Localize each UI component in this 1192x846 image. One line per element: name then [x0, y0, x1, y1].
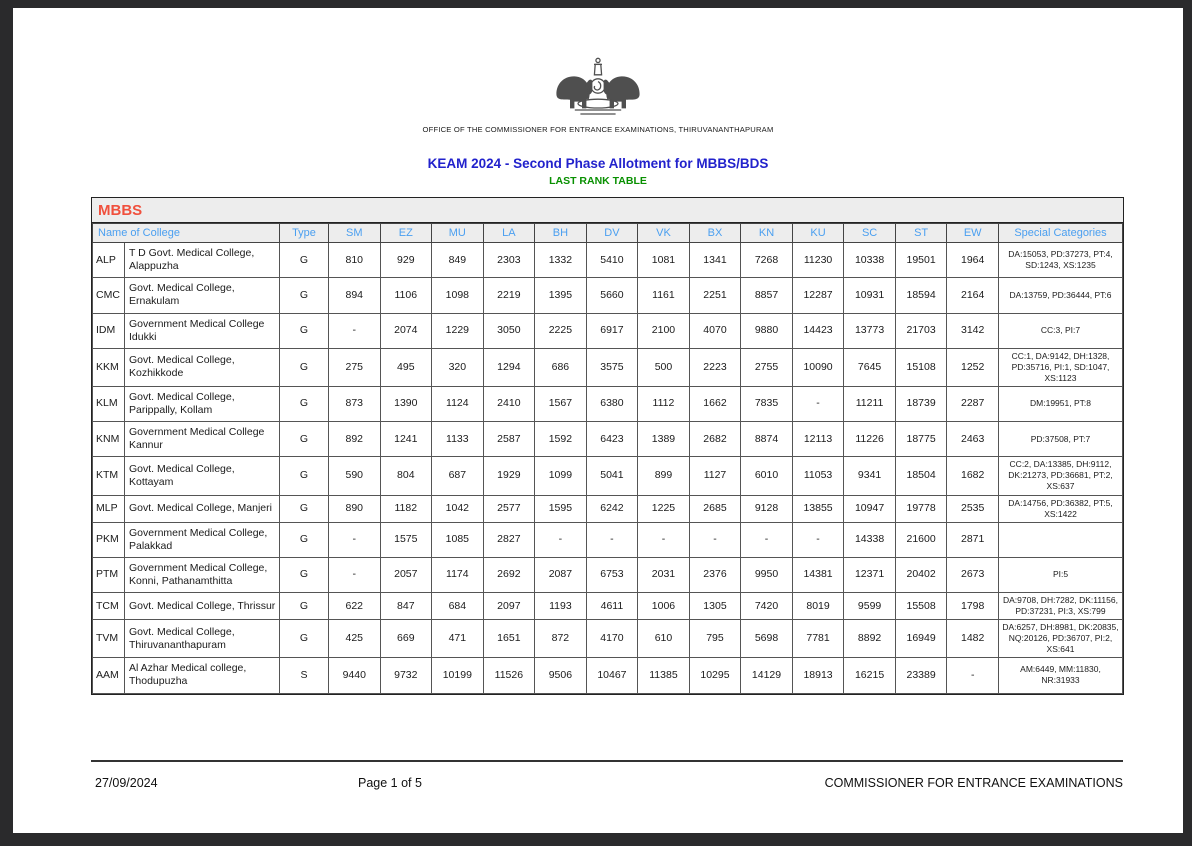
- cell-bx: 795: [689, 620, 741, 658]
- cell-vk: 500: [638, 348, 690, 386]
- cell-sm: 275: [329, 348, 381, 386]
- cell-bx: -: [689, 522, 741, 557]
- cell-special-categories: AM:6449, MM:11830, NR:31933: [999, 658, 1123, 693]
- cell-vk: 2031: [638, 557, 690, 592]
- cell-kn: 7835: [741, 386, 793, 421]
- cell-la: 3050: [483, 313, 535, 348]
- cell-la: 2692: [483, 557, 535, 592]
- cell-mu: 1042: [432, 495, 484, 522]
- cell-ku: 8019: [792, 593, 844, 620]
- cell-st: 18775: [895, 422, 947, 457]
- cell-dv: 6423: [586, 422, 638, 457]
- cell-dv: 4611: [586, 593, 638, 620]
- footer: [91, 776, 1123, 792]
- cell-sc: 7645: [844, 348, 896, 386]
- table-row: [93, 313, 1123, 348]
- cell-la: 2577: [483, 495, 535, 522]
- cell-kn: 9950: [741, 557, 793, 592]
- cell-ez: 1241: [380, 422, 432, 457]
- cell-ew: 1482: [947, 620, 999, 658]
- cell-kn: 2755: [741, 348, 793, 386]
- cell-special-categories: DM:19951, PT:8: [999, 386, 1123, 421]
- cell-type: G: [280, 620, 329, 658]
- cell-ez: 1575: [380, 522, 432, 557]
- cell-mu: 320: [432, 348, 484, 386]
- footer-commissioner-text: COMMISSIONER FOR ENTRANCE EXAMINATIONS: [824, 776, 1123, 790]
- cell-ew: 2535: [947, 495, 999, 522]
- cell-vk: 11385: [638, 658, 690, 693]
- cell-college-name: Al Azhar Medical college, Thodupuzha: [125, 658, 280, 693]
- cell-ez: 1182: [380, 495, 432, 522]
- cell-type: G: [280, 278, 329, 313]
- cell-college-code: KTM: [93, 457, 125, 495]
- cell-dv: 6242: [586, 495, 638, 522]
- cell-sm: 873: [329, 386, 381, 421]
- cell-bh: 2225: [535, 313, 587, 348]
- cell-ku: 12113: [792, 422, 844, 457]
- cell-ew: 2871: [947, 522, 999, 557]
- cell-ez: 847: [380, 593, 432, 620]
- cell-ku: -: [792, 386, 844, 421]
- cell-dv: 6917: [586, 313, 638, 348]
- cell-la: 1651: [483, 620, 535, 658]
- cell-college-code: TCM: [93, 593, 125, 620]
- cell-mu: 471: [432, 620, 484, 658]
- cell-ew: 1964: [947, 243, 999, 278]
- cell-bh: 1332: [535, 243, 587, 278]
- cell-sc: 11211: [844, 386, 896, 421]
- cell-bh: -: [535, 522, 587, 557]
- cell-dv: -: [586, 522, 638, 557]
- cell-special-categories: CC:2, DA:13385, DH:9112, DK:21273, PD:36681, PT:2, XS:637: [999, 457, 1123, 495]
- cell-st: 19778: [895, 495, 947, 522]
- cell-sc: 16215: [844, 658, 896, 693]
- cell-type: G: [280, 522, 329, 557]
- cell-ez: 669: [380, 620, 432, 658]
- cell-mu: 10199: [432, 658, 484, 693]
- cell-ku: -: [792, 522, 844, 557]
- cell-la: 11526: [483, 658, 535, 693]
- rank-table: [92, 223, 1123, 694]
- cell-mu: 1124: [432, 386, 484, 421]
- cell-ew: 2673: [947, 557, 999, 592]
- column-header-la: LA: [483, 224, 535, 243]
- cell-bx: 10295: [689, 658, 741, 693]
- cell-bx: 2682: [689, 422, 741, 457]
- cell-la: 1929: [483, 457, 535, 495]
- cell-bh: 686: [535, 348, 587, 386]
- cell-bh: 1592: [535, 422, 587, 457]
- cell-college-name: Govt. Medical College, Thiruvananthapuram: [125, 620, 280, 658]
- cell-college-name: Government Medical College, Konni, Pathanamthitta: [125, 557, 280, 592]
- cell-la: 2303: [483, 243, 535, 278]
- cell-ew: 1798: [947, 593, 999, 620]
- cell-type: G: [280, 422, 329, 457]
- cell-sc: 9341: [844, 457, 896, 495]
- cell-st: 15508: [895, 593, 947, 620]
- cell-mu: 1085: [432, 522, 484, 557]
- cell-dv: 5041: [586, 457, 638, 495]
- cell-sm: 425: [329, 620, 381, 658]
- cell-bx: 1662: [689, 386, 741, 421]
- cell-sc: 10931: [844, 278, 896, 313]
- cell-mu: 1098: [432, 278, 484, 313]
- cell-college-code: CMC: [93, 278, 125, 313]
- cell-ez: 9732: [380, 658, 432, 693]
- cell-ez: 2074: [380, 313, 432, 348]
- cell-type: G: [280, 557, 329, 592]
- cell-bh: 1193: [535, 593, 587, 620]
- cell-vk: 1081: [638, 243, 690, 278]
- cell-special-categories: [999, 522, 1123, 557]
- cell-vk: 1389: [638, 422, 690, 457]
- column-header-special-categories: Special Categories: [999, 224, 1123, 243]
- column-header-bh: BH: [535, 224, 587, 243]
- cell-college-code: MLP: [93, 495, 125, 522]
- cell-sc: 10338: [844, 243, 896, 278]
- cell-special-categories: DA:9708, DH:7282, DK:11156, PD:37231, PI:3, XS:799: [999, 593, 1123, 620]
- cell-bh: 1395: [535, 278, 587, 313]
- table-row: [93, 658, 1123, 693]
- cell-ez: 1106: [380, 278, 432, 313]
- cell-sc: 13773: [844, 313, 896, 348]
- cell-ku: 14381: [792, 557, 844, 592]
- cell-kn: 9880: [741, 313, 793, 348]
- cell-dv: 5660: [586, 278, 638, 313]
- cell-st: 20402: [895, 557, 947, 592]
- table-row: [93, 422, 1123, 457]
- column-header-sc: SC: [844, 224, 896, 243]
- cell-special-categories: DA:14756, PD:36382, PT:5, XS:1422: [999, 495, 1123, 522]
- cell-st: 21703: [895, 313, 947, 348]
- cell-vk: 899: [638, 457, 690, 495]
- cell-sm: 590: [329, 457, 381, 495]
- cell-type: G: [280, 348, 329, 386]
- column-header-name-of-college: Name of College: [93, 224, 280, 243]
- column-header-ew: EW: [947, 224, 999, 243]
- cell-ku: 18913: [792, 658, 844, 693]
- cell-ku: 11230: [792, 243, 844, 278]
- cell-sc: 8892: [844, 620, 896, 658]
- cell-bx: 1341: [689, 243, 741, 278]
- cell-bh: 9506: [535, 658, 587, 693]
- cell-college-name: Govt. Medical College, Ernakulam: [125, 278, 280, 313]
- cell-ku: 14423: [792, 313, 844, 348]
- cell-special-categories: CC:3, PI:7: [999, 313, 1123, 348]
- cell-kn: 14129: [741, 658, 793, 693]
- cell-type: G: [280, 386, 329, 421]
- cell-bx: 2685: [689, 495, 741, 522]
- cell-college-code: PTM: [93, 557, 125, 592]
- cell-la: 1294: [483, 348, 535, 386]
- cell-bh: 2087: [535, 557, 587, 592]
- cell-college-name: T D Govt. Medical College, Alappuzha: [125, 243, 280, 278]
- cell-sm: 622: [329, 593, 381, 620]
- cell-ku: 12287: [792, 278, 844, 313]
- cell-sm: -: [329, 313, 381, 348]
- cell-kn: 6010: [741, 457, 793, 495]
- cell-dv: 6380: [586, 386, 638, 421]
- table-row: [93, 620, 1123, 658]
- footer-date: 27/09/2024: [95, 776, 158, 790]
- cell-vk: 1225: [638, 495, 690, 522]
- cell-ez: 929: [380, 243, 432, 278]
- cell-college-code: TVM: [93, 620, 125, 658]
- cell-special-categories: DA:13759, PD:36444, PT:6: [999, 278, 1123, 313]
- cell-st: 23389: [895, 658, 947, 693]
- cell-bx: 2223: [689, 348, 741, 386]
- cell-bh: 1099: [535, 457, 587, 495]
- cell-special-categories: DA:15053, PD:37273, PT:4, SD:1243, XS:1235: [999, 243, 1123, 278]
- office-line: OFFICE OF THE COMMISSIONER FOR ENTRANCE EXAMINATIONS, THIRUVANANTHAPURAM: [422, 125, 774, 134]
- cell-st: 19501: [895, 243, 947, 278]
- cell-ku: 7781: [792, 620, 844, 658]
- cell-college-name: Government Medical College, Palakkad: [125, 522, 280, 557]
- cell-sc: 9599: [844, 593, 896, 620]
- footer-divider: [91, 760, 1123, 762]
- cell-ew: 1682: [947, 457, 999, 495]
- cell-mu: 687: [432, 457, 484, 495]
- cell-type: G: [280, 243, 329, 278]
- cell-ew: 2463: [947, 422, 999, 457]
- footer-page-indicator: Page 1 of 5: [358, 776, 422, 790]
- cell-ez: 1390: [380, 386, 432, 421]
- column-header-bx: BX: [689, 224, 741, 243]
- cell-mu: 849: [432, 243, 484, 278]
- cell-st: 18739: [895, 386, 947, 421]
- page-subtitle: LAST RANK TABLE: [549, 175, 647, 187]
- cell-vk: 2100: [638, 313, 690, 348]
- cell-kn: 7268: [741, 243, 793, 278]
- cell-college-name: Govt. Medical College, Parippally, Kollam: [125, 386, 280, 421]
- cell-la: 2097: [483, 593, 535, 620]
- cell-sm: 810: [329, 243, 381, 278]
- cell-vk: 1112: [638, 386, 690, 421]
- table-header-row: [93, 224, 1123, 243]
- cell-bh: 1595: [535, 495, 587, 522]
- cell-college-code: KLM: [93, 386, 125, 421]
- cell-ew: 2287: [947, 386, 999, 421]
- column-header-st: ST: [895, 224, 947, 243]
- cell-ez: 2057: [380, 557, 432, 592]
- cell-college-name: Government Medical College Idukki: [125, 313, 280, 348]
- cell-vk: -: [638, 522, 690, 557]
- cell-college-name: Govt. Medical College, Kottayam: [125, 457, 280, 495]
- cell-dv: 3575: [586, 348, 638, 386]
- kerala-government-emblem-icon: [550, 50, 646, 122]
- cell-type: G: [280, 495, 329, 522]
- column-header-sm: SM: [329, 224, 381, 243]
- table-row: [93, 522, 1123, 557]
- cell-dv: 5410: [586, 243, 638, 278]
- cell-la: 2587: [483, 422, 535, 457]
- cell-college-name: Govt. Medical College, Manjeri: [125, 495, 280, 522]
- table-body: [93, 243, 1123, 694]
- cell-dv: 6753: [586, 557, 638, 592]
- cell-ew: 1252: [947, 348, 999, 386]
- column-header-dv: DV: [586, 224, 638, 243]
- cell-type: G: [280, 313, 329, 348]
- cell-vk: 1006: [638, 593, 690, 620]
- cell-special-categories: PI:5: [999, 557, 1123, 592]
- cell-sm: 9440: [329, 658, 381, 693]
- cell-college-code: PKM: [93, 522, 125, 557]
- cell-mu: 684: [432, 593, 484, 620]
- table-row: [93, 386, 1123, 421]
- cell-kn: 8874: [741, 422, 793, 457]
- cell-mu: 1133: [432, 422, 484, 457]
- document-page: [13, 8, 1183, 833]
- cell-sc: 10947: [844, 495, 896, 522]
- column-header-ku: KU: [792, 224, 844, 243]
- cell-ew: -: [947, 658, 999, 693]
- cell-st: 16949: [895, 620, 947, 658]
- cell-st: 18594: [895, 278, 947, 313]
- cell-special-categories: PD:37508, PT:7: [999, 422, 1123, 457]
- table-row: [93, 457, 1123, 495]
- cell-bh: 1567: [535, 386, 587, 421]
- cell-st: 21600: [895, 522, 947, 557]
- cell-kn: 7420: [741, 593, 793, 620]
- cell-st: 15108: [895, 348, 947, 386]
- table-row: [93, 495, 1123, 522]
- cell-kn: -: [741, 522, 793, 557]
- last-rank-table: [91, 197, 1124, 695]
- column-header-type: Type: [280, 224, 329, 243]
- cell-college-code: ALP: [93, 243, 125, 278]
- cell-bx: 1127: [689, 457, 741, 495]
- cell-type: G: [280, 457, 329, 495]
- cell-ez: 495: [380, 348, 432, 386]
- cell-college-code: IDM: [93, 313, 125, 348]
- cell-special-categories: CC:1, DA:9142, DH:1328, PD:35716, PI:1, SD:1047, XS:1123: [999, 348, 1123, 386]
- cell-dv: 4170: [586, 620, 638, 658]
- cell-sm: -: [329, 522, 381, 557]
- table-row: [93, 278, 1123, 313]
- cell-kn: 5698: [741, 620, 793, 658]
- cell-vk: 610: [638, 620, 690, 658]
- cell-mu: 1229: [432, 313, 484, 348]
- cell-st: 18504: [895, 457, 947, 495]
- cell-ew: 2164: [947, 278, 999, 313]
- cell-ew: 3142: [947, 313, 999, 348]
- table-row: [93, 593, 1123, 620]
- cell-kn: 9128: [741, 495, 793, 522]
- page-title: KEAM 2024 - Second Phase Allotment for MBBS/BDS: [427, 156, 769, 171]
- cell-ku: 13855: [792, 495, 844, 522]
- section-label-mbbs: MBBS: [92, 198, 1123, 223]
- cell-bx: 2376: [689, 557, 741, 592]
- cell-college-name: Government Medical College Kannur: [125, 422, 280, 457]
- cell-special-categories: DA:6257, DH:8981, DK:20835, NQ:20126, PD:36707, PI:2, XS:641: [999, 620, 1123, 658]
- cell-mu: 1174: [432, 557, 484, 592]
- cell-la: 2410: [483, 386, 535, 421]
- column-header-vk: VK: [638, 224, 690, 243]
- column-header-ez: EZ: [380, 224, 432, 243]
- cell-college-code: KNM: [93, 422, 125, 457]
- cell-sm: 890: [329, 495, 381, 522]
- cell-sm: 894: [329, 278, 381, 313]
- cell-dv: 10467: [586, 658, 638, 693]
- cell-sc: 12371: [844, 557, 896, 592]
- cell-college-code: AAM: [93, 658, 125, 693]
- cell-type: S: [280, 658, 329, 693]
- table-row: [93, 243, 1123, 278]
- cell-ku: 11053: [792, 457, 844, 495]
- cell-vk: 1161: [638, 278, 690, 313]
- cell-type: G: [280, 593, 329, 620]
- cell-ku: 10090: [792, 348, 844, 386]
- column-header-kn: KN: [741, 224, 793, 243]
- cell-sc: 11226: [844, 422, 896, 457]
- cell-college-code: KKM: [93, 348, 125, 386]
- cell-bx: 2251: [689, 278, 741, 313]
- cell-bh: 872: [535, 620, 587, 658]
- column-header-mu: MU: [432, 224, 484, 243]
- cell-bx: 4070: [689, 313, 741, 348]
- table-row: [93, 557, 1123, 592]
- cell-la: 2219: [483, 278, 535, 313]
- table-row: [93, 348, 1123, 386]
- cell-sm: -: [329, 557, 381, 592]
- cell-la: 2827: [483, 522, 535, 557]
- cell-college-name: Govt. Medical College, Thrissur: [125, 593, 280, 620]
- cell-college-name: Govt. Medical College, Kozhikkode: [125, 348, 280, 386]
- cell-bx: 1305: [689, 593, 741, 620]
- cell-sc: 14338: [844, 522, 896, 557]
- cell-ez: 804: [380, 457, 432, 495]
- cell-sm: 892: [329, 422, 381, 457]
- cell-kn: 8857: [741, 278, 793, 313]
